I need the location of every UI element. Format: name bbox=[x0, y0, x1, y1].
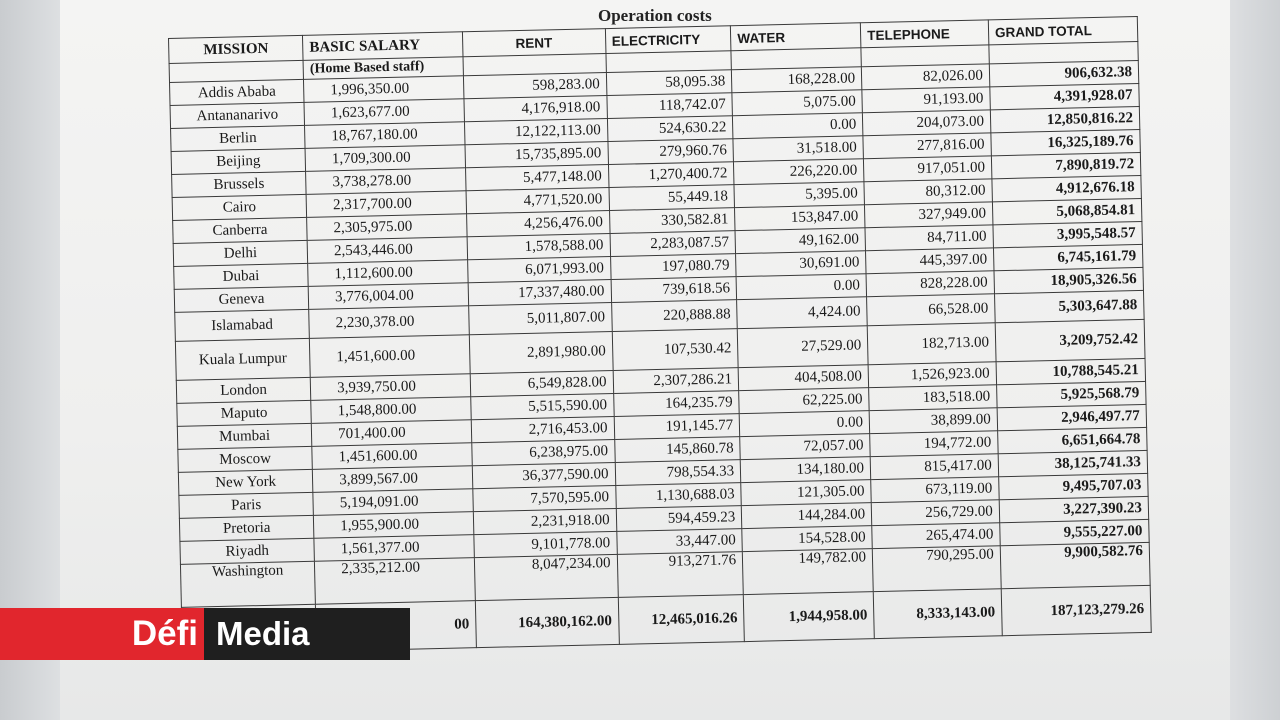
electricity-cell: 107,530.42 bbox=[612, 329, 738, 371]
rent-cell: 36,377,590.00 bbox=[472, 462, 615, 488]
mission-cell: Cairo bbox=[172, 194, 307, 220]
rent-cell: 1,578,588.00 bbox=[467, 234, 610, 260]
grand-total-cell: 9,495,707.03 bbox=[999, 473, 1149, 499]
mission-cell: Maputo bbox=[177, 400, 312, 426]
water-cell: 5,395.00 bbox=[734, 182, 864, 208]
salary-cell: 2,230,378.00 bbox=[309, 306, 469, 339]
electricity-cell: 164,235.79 bbox=[613, 391, 739, 417]
electricity-cell: 2,283,087.57 bbox=[610, 231, 736, 257]
rent-cell: 598,283.00 bbox=[463, 73, 606, 99]
water-cell: 226,220.00 bbox=[734, 159, 864, 185]
telephone-cell: 38,899.00 bbox=[869, 408, 997, 434]
mission-cell: New York bbox=[178, 469, 313, 495]
mission-cell: Islamabad bbox=[175, 309, 310, 341]
header-basic-salary-sub: (Home Based staff) bbox=[303, 57, 463, 80]
mission-cell: Riyadh bbox=[180, 538, 315, 564]
telephone-cell: 194,772.00 bbox=[870, 431, 998, 457]
water-cell: 30,691.00 bbox=[736, 251, 866, 277]
grand-total-cell: 5,068,854.81 bbox=[992, 198, 1142, 224]
salary-cell: 18,767,180.00 bbox=[305, 122, 465, 149]
rent-cell: 17,337,480.00 bbox=[468, 280, 611, 306]
water-cell: 4,424.00 bbox=[737, 297, 868, 329]
water-cell: 72,057.00 bbox=[740, 434, 870, 460]
telephone-cell: 445,397.00 bbox=[866, 248, 994, 274]
rent-cell: 12,122,113.00 bbox=[464, 119, 607, 145]
salary-cell: 1,451,600.00 bbox=[310, 335, 471, 378]
rent-cell: 2,891,980.00 bbox=[469, 332, 613, 374]
grand-total-cell: 4,391,928.07 bbox=[990, 83, 1140, 109]
salary-cell: 1,955,900.00 bbox=[314, 512, 474, 539]
telephone-cell: 182,713.00 bbox=[867, 323, 996, 365]
telephone-cell: 84,711.00 bbox=[865, 225, 993, 251]
salary-cell: 3,738,278.00 bbox=[306, 168, 466, 195]
salary-cell: 5,194,091.00 bbox=[313, 489, 473, 516]
totals-water-cell: 1,944,958.00 bbox=[743, 592, 874, 642]
salary-cell: 1,561,377.00 bbox=[314, 535, 474, 562]
mission-cell: Moscow bbox=[178, 446, 313, 472]
telephone-cell: 828,228.00 bbox=[866, 271, 994, 297]
electricity-cell: 798,554.33 bbox=[615, 460, 741, 486]
telephone-cell: 91,193.00 bbox=[862, 87, 990, 113]
grand-total-cell: 2,946,497.77 bbox=[997, 404, 1147, 430]
salary-cell: 3,899,567.00 bbox=[312, 466, 472, 493]
defi-media-watermark bbox=[0, 608, 410, 660]
grand-total-cell: 906,632.38 bbox=[989, 60, 1139, 86]
rent-cell: 6,549,828.00 bbox=[470, 370, 613, 396]
water-cell: 31,518.00 bbox=[733, 136, 863, 162]
mission-cell: Paris bbox=[179, 492, 314, 518]
electricity-cell: 58,095.38 bbox=[606, 70, 732, 96]
grand-total-cell: 38,125,741.33 bbox=[998, 450, 1148, 476]
electricity-cell: 330,582.81 bbox=[609, 208, 735, 234]
totals-salary-cell: 00 bbox=[316, 601, 477, 652]
mission-cell: Mumbai bbox=[177, 423, 312, 449]
totals-grand-total-cell: 187,123,279.26 bbox=[1001, 585, 1151, 635]
mission-cell: Canberra bbox=[173, 217, 308, 243]
water-cell: 5,075.00 bbox=[732, 90, 862, 116]
grand-total-cell: 18,905,326.56 bbox=[994, 267, 1144, 293]
salary-cell: 1,996,350.00 bbox=[304, 76, 464, 103]
telephone-cell: 917,051.00 bbox=[864, 156, 992, 182]
salary-cell: 2,543,446.00 bbox=[307, 237, 467, 264]
mission-cell: Pretoria bbox=[179, 515, 314, 541]
header-water: WATER bbox=[731, 23, 861, 51]
mission-cell: London bbox=[176, 377, 311, 403]
grand-total-cell: 7,890,819.72 bbox=[991, 152, 1141, 178]
telephone-cell: 327,949.00 bbox=[865, 202, 993, 228]
mission-cell: Berlin bbox=[171, 125, 306, 151]
water-cell: 0.00 bbox=[733, 113, 863, 139]
salary-cell: 1,709,300.00 bbox=[305, 145, 465, 172]
water-cell: 121,305.00 bbox=[741, 480, 871, 506]
electricity-cell: 145,860.78 bbox=[614, 437, 740, 463]
grand-total-cell: 12,850,816.22 bbox=[990, 106, 1140, 132]
rent-cell: 4,176,918.00 bbox=[464, 96, 607, 122]
rent-cell: 2,716,453.00 bbox=[471, 416, 614, 442]
rent-cell: 4,256,476.00 bbox=[466, 211, 609, 237]
telephone-cell: 815,417.00 bbox=[870, 454, 998, 480]
telephone-cell: 80,312.00 bbox=[864, 179, 992, 205]
rent-cell: 6,238,975.00 bbox=[472, 439, 615, 465]
electricity-cell: 524,630.22 bbox=[607, 116, 733, 142]
water-cell: 168,228.00 bbox=[732, 67, 862, 93]
mission-cell: Antananarivo bbox=[170, 102, 305, 128]
electricity-cell: 739,618.56 bbox=[611, 277, 737, 303]
electricity-cell: 197,080.79 bbox=[610, 254, 736, 280]
water-cell: 404,508.00 bbox=[738, 365, 868, 391]
electricity-cell: 55,449.18 bbox=[609, 185, 735, 211]
salary-cell: 2,305,975.00 bbox=[307, 214, 467, 241]
brand-defi: Défi bbox=[0, 608, 204, 660]
telephone-cell: 66,528.00 bbox=[867, 294, 995, 326]
electricity-cell: 118,742.07 bbox=[606, 93, 732, 119]
brand-media: Media bbox=[204, 608, 410, 660]
water-cell: 62,225.00 bbox=[739, 388, 869, 414]
salary-cell: 1,548,800.00 bbox=[311, 397, 471, 424]
telephone-cell: 204,073.00 bbox=[862, 110, 990, 136]
grand-total-cell: 3,995,548.57 bbox=[993, 221, 1143, 247]
electricity-cell: 594,459.23 bbox=[616, 506, 742, 532]
telephone-cell: 82,026.00 bbox=[861, 64, 989, 90]
grand-total-cell: 5,925,568.79 bbox=[996, 381, 1146, 407]
grand-total-cell: 5,303,647.88 bbox=[994, 290, 1144, 322]
salary-cell: 2,317,700.00 bbox=[306, 191, 466, 218]
mission-cell: Dubai bbox=[174, 263, 309, 289]
header-electricity: ELECTRICITY bbox=[605, 26, 731, 54]
header-mission: MISSION bbox=[169, 35, 304, 63]
water-cell: 0.00 bbox=[739, 411, 869, 437]
rent-cell: 6,071,993.00 bbox=[467, 257, 610, 283]
electricity-cell: 33,447.00 bbox=[616, 529, 742, 555]
salary-cell: 2,335,212.00 bbox=[315, 558, 476, 605]
electricity-cell: 1,270,400.72 bbox=[608, 162, 734, 188]
document-title: Operation costs bbox=[598, 6, 712, 25]
salary-cell: 701,400.00 bbox=[311, 420, 471, 447]
operation-costs-table bbox=[168, 16, 1152, 655]
grand-total-cell: 16,325,189.76 bbox=[991, 129, 1141, 155]
rent-cell: 4,771,520.00 bbox=[466, 188, 609, 214]
water-cell: 149,782.00 bbox=[743, 549, 874, 595]
header-telephone: TELEPHONE bbox=[860, 20, 988, 48]
mission-cell: Brussels bbox=[172, 171, 307, 197]
mission-cell: Geneva bbox=[174, 286, 309, 312]
salary-cell: 1,623,677.00 bbox=[304, 99, 464, 126]
rent-cell: 15,735,895.00 bbox=[465, 142, 608, 168]
mission-cell: Delhi bbox=[173, 240, 308, 266]
electricity-cell: 913,271.76 bbox=[617, 552, 744, 598]
telephone-cell: 256,729.00 bbox=[871, 500, 999, 526]
mission-cell: Beijing bbox=[171, 148, 306, 174]
water-cell: 49,162.00 bbox=[735, 228, 865, 254]
grand-total-cell: 9,555,227.00 bbox=[1000, 519, 1150, 545]
salary-cell: 1,451,600.00 bbox=[312, 443, 472, 470]
grand-total-cell: 10,788,545.21 bbox=[996, 358, 1146, 384]
water-cell: 144,284.00 bbox=[741, 503, 871, 529]
rent-cell: 9,101,778.00 bbox=[474, 531, 617, 557]
grand-total-cell: 6,745,161.79 bbox=[993, 244, 1143, 270]
rent-cell: 7,570,595.00 bbox=[473, 485, 616, 511]
rent-cell: 5,011,807.00 bbox=[469, 303, 612, 335]
telephone-cell: 673,119.00 bbox=[871, 477, 999, 503]
electricity-cell: 191,145.77 bbox=[614, 414, 740, 440]
telephone-cell: 1,526,923.00 bbox=[868, 362, 996, 388]
grand-total-cell: 4,912,676.18 bbox=[992, 175, 1142, 201]
operation-costs-table-wrapper bbox=[168, 16, 1152, 655]
mission-cell: Addis Ababa bbox=[170, 79, 305, 105]
electricity-cell: 1,130,688.03 bbox=[615, 483, 741, 509]
water-cell: 27,529.00 bbox=[737, 326, 868, 368]
water-cell: 134,180.00 bbox=[740, 457, 870, 483]
rent-cell: 5,477,148.00 bbox=[465, 165, 608, 191]
rent-cell: 8,047,234.00 bbox=[474, 554, 618, 600]
totals-rent-cell: 164,380,162.00 bbox=[475, 597, 619, 647]
rent-cell: 5,515,590.00 bbox=[471, 393, 614, 419]
mission-cell: Washington bbox=[180, 561, 315, 607]
header-grand-total: GRAND TOTAL bbox=[988, 17, 1138, 45]
grand-total-cell: 6,651,664.78 bbox=[997, 427, 1147, 453]
electricity-cell: 220,888.88 bbox=[611, 300, 737, 332]
grand-total-cell: 9,900,582.76 bbox=[1000, 542, 1150, 588]
electricity-cell: 279,960.76 bbox=[608, 139, 734, 165]
salary-cell: 3,776,004.00 bbox=[308, 283, 468, 310]
mission-cell: Kuala Lumpur bbox=[175, 338, 310, 380]
header-basic-salary: BASIC SALARY bbox=[303, 32, 463, 61]
telephone-cell: 790,295.00 bbox=[872, 546, 1001, 592]
telephone-cell: 183,518.00 bbox=[869, 385, 997, 411]
water-cell: 0.00 bbox=[736, 274, 866, 300]
salary-cell: 3,939,750.00 bbox=[310, 374, 470, 401]
rent-cell: 2,231,918.00 bbox=[473, 508, 616, 534]
telephone-cell: 265,474.00 bbox=[872, 523, 1000, 549]
water-cell: 154,528.00 bbox=[742, 526, 872, 552]
grand-total-cell: 3,209,752.42 bbox=[995, 319, 1145, 361]
totals-electricity-cell: 12,465,016.26 bbox=[618, 595, 745, 645]
water-cell: 153,847.00 bbox=[735, 205, 865, 231]
telephone-cell: 277,816.00 bbox=[863, 133, 991, 159]
totals-telephone-cell: 8,333,143.00 bbox=[873, 589, 1002, 639]
header-rent: RENT bbox=[462, 29, 605, 57]
salary-cell: 1,112,600.00 bbox=[308, 260, 468, 287]
electricity-cell: 2,307,286.21 bbox=[613, 368, 739, 394]
grand-total-cell: 3,227,390.23 bbox=[999, 496, 1149, 522]
